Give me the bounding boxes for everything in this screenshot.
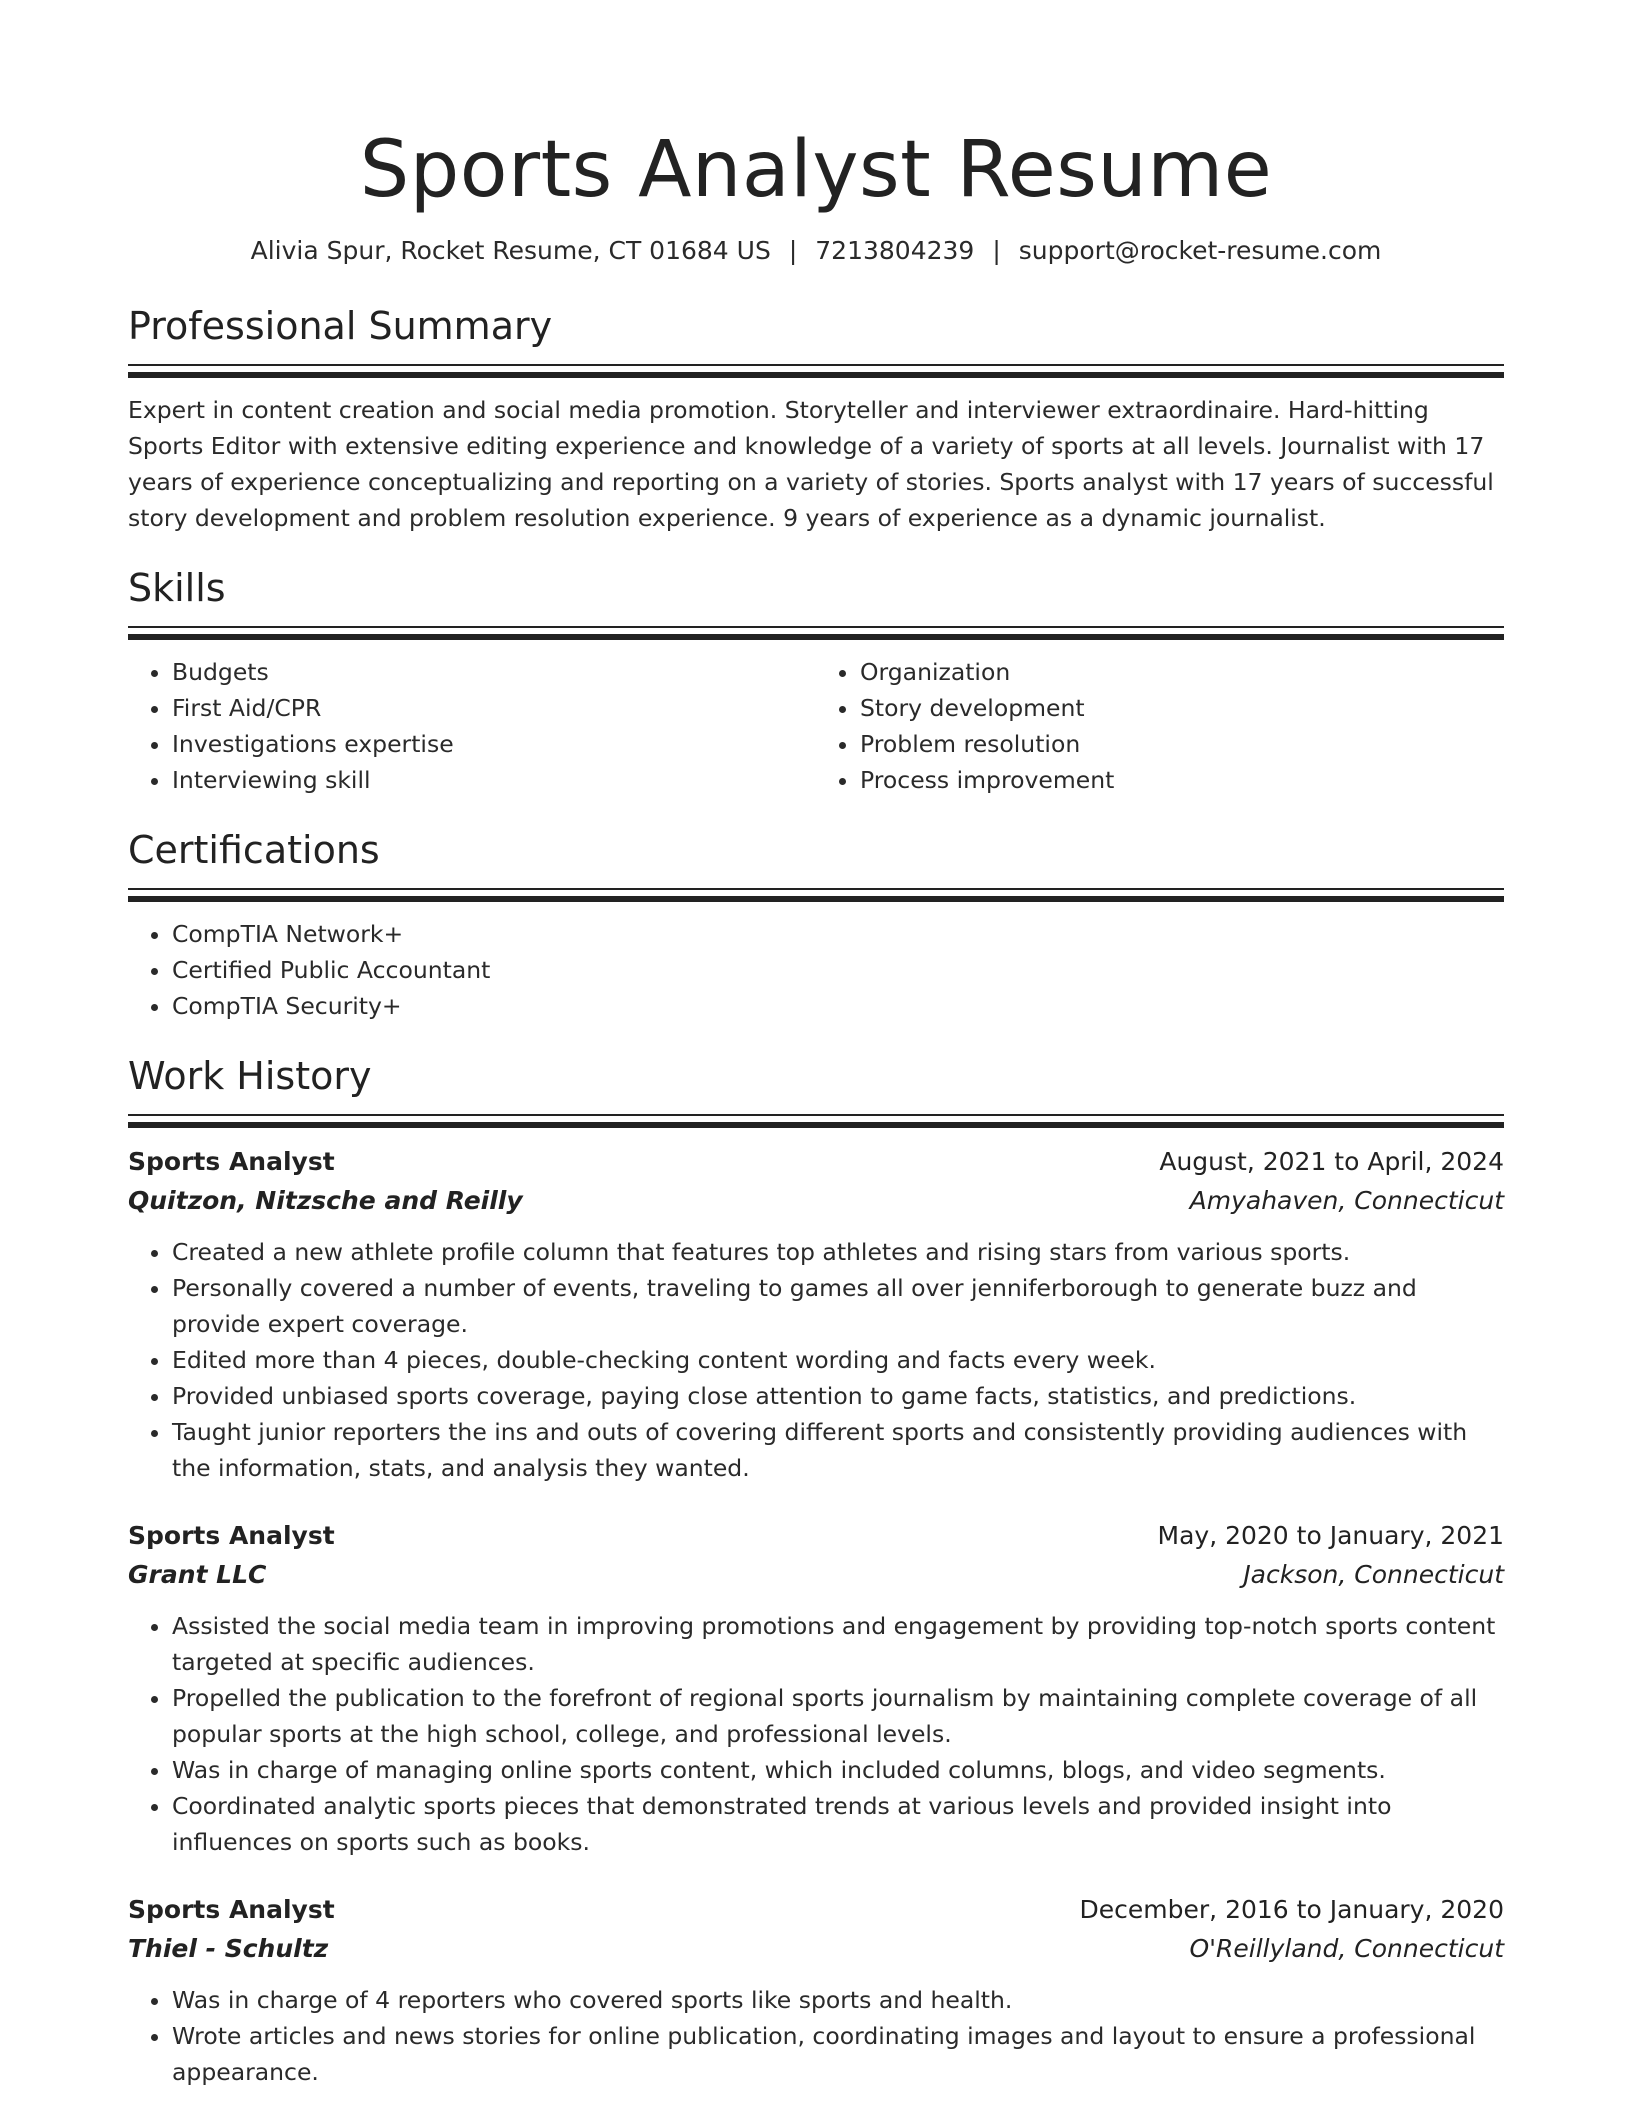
job-bullet-list	[128, 1608, 1504, 1860]
contact-phone: 7213804239	[815, 236, 975, 265]
resume-page	[128, 0, 1504, 2090]
contact-line	[128, 234, 1504, 268]
work-history-heading: Work History	[128, 1054, 372, 1098]
skill-item: • First Aid/CPR	[172, 690, 816, 726]
job-bullet: • Was in charge of managing online sports content, which included columns, blogs, and video segments.	[172, 1752, 1504, 1788]
job-company-row	[128, 1556, 1504, 1594]
skill-item: • Interviewing skill	[172, 762, 816, 798]
contact-separator: |	[788, 236, 798, 265]
job-bullet: • Assisted the social media team in improving promotions and engagement by providing top-notch sports content targeted at specific audiences.	[172, 1608, 1504, 1680]
job-bullet: • Provided unbiased sports coverage, paying close attention to game facts, statistics, and predictions.	[172, 1378, 1504, 1414]
contact-address: Alivia Spur, Rocket Resume, CT 01684 US	[250, 236, 771, 265]
job-title: Sports Analyst	[128, 1521, 335, 1550]
job-bullet: • Propelled the publication to the forefront of regional sports journalism by maintaining complete coverage of all popular sports at the high school, college, and professional levels.	[172, 1680, 1504, 1752]
job-bullet: • Wrote articles and news stories for online publication, coordinating images and layout to ensure a professional appearance.	[172, 2018, 1504, 2090]
summary-text: Expert in content creation and social media promotion. Storyteller and interviewer extraordinaire. Hard-hitting Sports Editor with extensive editing experience and knowledge of a variety of sports at all levels. Journalist with 17 years of experience conceptualizing and reporting on a variety of stories. Sports analyst with 17 years of successful story development and problem resolution experience. 9 years of experience as a dynamic journalist.	[128, 396, 1494, 532]
job-entry	[128, 1142, 1504, 1486]
section-divider	[128, 364, 1504, 378]
certifications-list	[128, 916, 1504, 1024]
certification-item: • CompTIA Network+	[172, 916, 1504, 952]
job-header-row	[128, 1516, 1504, 1556]
job-company: Thiel - Schultz	[128, 1934, 329, 1963]
skill-item: • Budgets	[172, 654, 816, 690]
skills-section	[128, 564, 1504, 798]
job-header-row	[128, 1890, 1504, 1930]
summary-heading: Professional Summary	[128, 304, 553, 348]
section-divider	[128, 626, 1504, 640]
skill-item: • Organization	[860, 654, 1504, 690]
skills-list-left	[128, 654, 816, 798]
job-dates: August, 2021 to April, 2024	[1159, 1147, 1504, 1176]
summary-section	[128, 302, 1504, 536]
job-title: Sports Analyst	[128, 1147, 335, 1176]
job-entry	[128, 1890, 1504, 2090]
skill-item: • Problem resolution	[860, 726, 1504, 762]
section-divider	[128, 888, 1504, 902]
work-history-section	[128, 1052, 1504, 2090]
job-dates: December, 2016 to January, 2020	[1079, 1895, 1504, 1924]
job-bullet: • Edited more than 4 pieces, double-checking content wording and facts every week.	[172, 1342, 1504, 1378]
job-bullet: • Coordinated analytic sports pieces that demonstrated trends at various levels and provided insight into influences on sports such as books.	[172, 1788, 1504, 1860]
job-header-row	[128, 1142, 1504, 1182]
contact-email: support@rocket-resume.com	[1018, 236, 1382, 265]
job-location: Jackson, Connecticut	[1243, 1560, 1504, 1589]
job-bullet-list	[128, 1234, 1504, 1486]
certification-item: • Certified Public Accountant	[172, 952, 1504, 988]
skills-list-right	[816, 654, 1504, 798]
job-company: Grant LLC	[128, 1560, 267, 1589]
certifications-heading: Certifications	[128, 828, 380, 872]
job-dates: May, 2020 to January, 2021	[1157, 1521, 1504, 1550]
job-bullet: • Personally covered a number of events, traveling to games all over jenniferborough to generate buzz and provide expert coverage.	[172, 1270, 1504, 1342]
job-title: Sports Analyst	[128, 1895, 335, 1924]
job-entry	[128, 1516, 1504, 1860]
job-bullet-list	[128, 1982, 1504, 2090]
skill-item: • Process improvement	[860, 762, 1504, 798]
certifications-section	[128, 826, 1504, 1024]
job-location: Amyahaven, Connecticut	[1189, 1186, 1504, 1215]
skills-heading: Skills	[128, 566, 226, 610]
contact-separator: |	[992, 236, 1001, 265]
job-company-row	[128, 1182, 1504, 1220]
skills-columns	[128, 654, 1504, 798]
resume-title: Sports Analyst Resume	[359, 125, 1273, 215]
certification-item: • CompTIA Security+	[172, 988, 1504, 1024]
job-bullet: • Was in charge of 4 reporters who covered sports like sports and health.	[172, 1982, 1504, 2018]
skill-item: • Story development	[860, 690, 1504, 726]
job-company: Quitzon, Nitzsche and Reilly	[128, 1186, 523, 1215]
section-divider	[128, 1114, 1504, 1128]
job-bullet: • Taught junior reporters the ins and outs of covering different sports and consistently providing audiences with the information, stats, and analysis they wanted.	[172, 1414, 1504, 1486]
job-bullet: • Created a new athlete profile column that features top athletes and rising stars from various sports.	[172, 1234, 1504, 1270]
job-location: O'Reillyland, Connecticut	[1189, 1934, 1504, 1963]
skill-item: • Investigations expertise	[172, 726, 816, 762]
job-company-row	[128, 1930, 1504, 1968]
